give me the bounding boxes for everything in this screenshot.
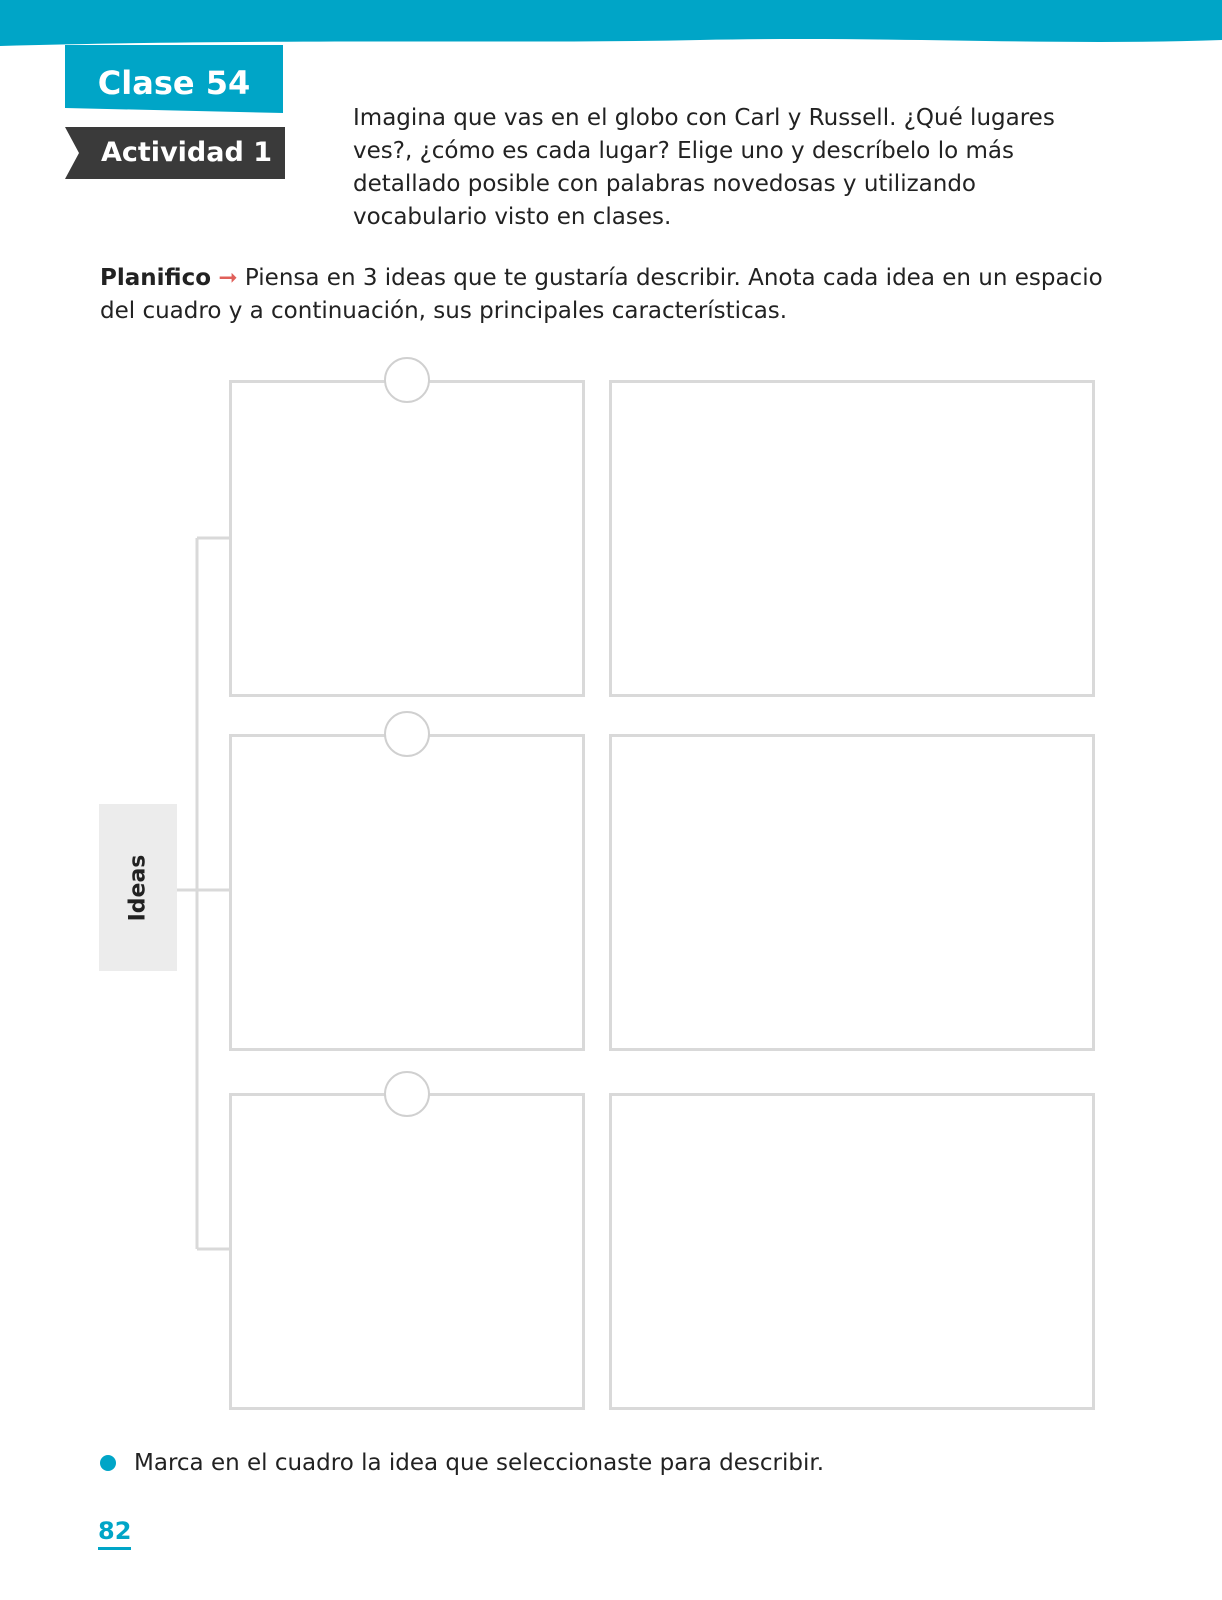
clase-title: Clase 54 [97, 64, 251, 102]
planifico-label: Planifico [100, 265, 212, 291]
idea-box-1[interactable] [229, 380, 585, 697]
characteristics-box-1[interactable] [609, 380, 1095, 697]
planifico-paragraph [100, 262, 1130, 328]
idea-box-2[interactable] [229, 734, 585, 1051]
characteristics-box-3[interactable] [609, 1093, 1095, 1410]
page-number: 82 [98, 1516, 131, 1550]
ideas-label-box [99, 804, 177, 971]
ideas-label: Ideas [125, 854, 151, 921]
arrow-right-icon: ➞ [218, 265, 238, 291]
characteristics-box-2[interactable] [609, 734, 1095, 1051]
bullet-text: Marca en el cuadro la idea que seleccionaste para describir. [134, 1450, 825, 1476]
idea-box-3[interactable] [229, 1093, 585, 1410]
bullet-dot-icon [100, 1455, 116, 1471]
activity-instructions: Imagina que vas en el globo con Carl y Russell. ¿Qué lugares ves?, ¿cómo es cada lugar? Elige uno y descríbelo lo más detallado posible con palabras novedosas y utilizando vocabulario visto en clases. [353, 105, 1055, 230]
select-idea-instruction [100, 1446, 824, 1480]
actividad-title: Actividad 1 [101, 137, 272, 168]
actividad-badge [65, 127, 285, 179]
clase-badge [65, 45, 283, 113]
idea-mark-circle-3[interactable] [384, 1071, 430, 1117]
idea-mark-circle-2[interactable] [384, 711, 430, 757]
idea-mark-circle-1[interactable] [384, 357, 430, 403]
planifico-text: Piensa en 3 ideas que te gustaría describir. Anota cada idea en un espacio del cuadro y a continuación, sus principales características. [100, 265, 1103, 324]
